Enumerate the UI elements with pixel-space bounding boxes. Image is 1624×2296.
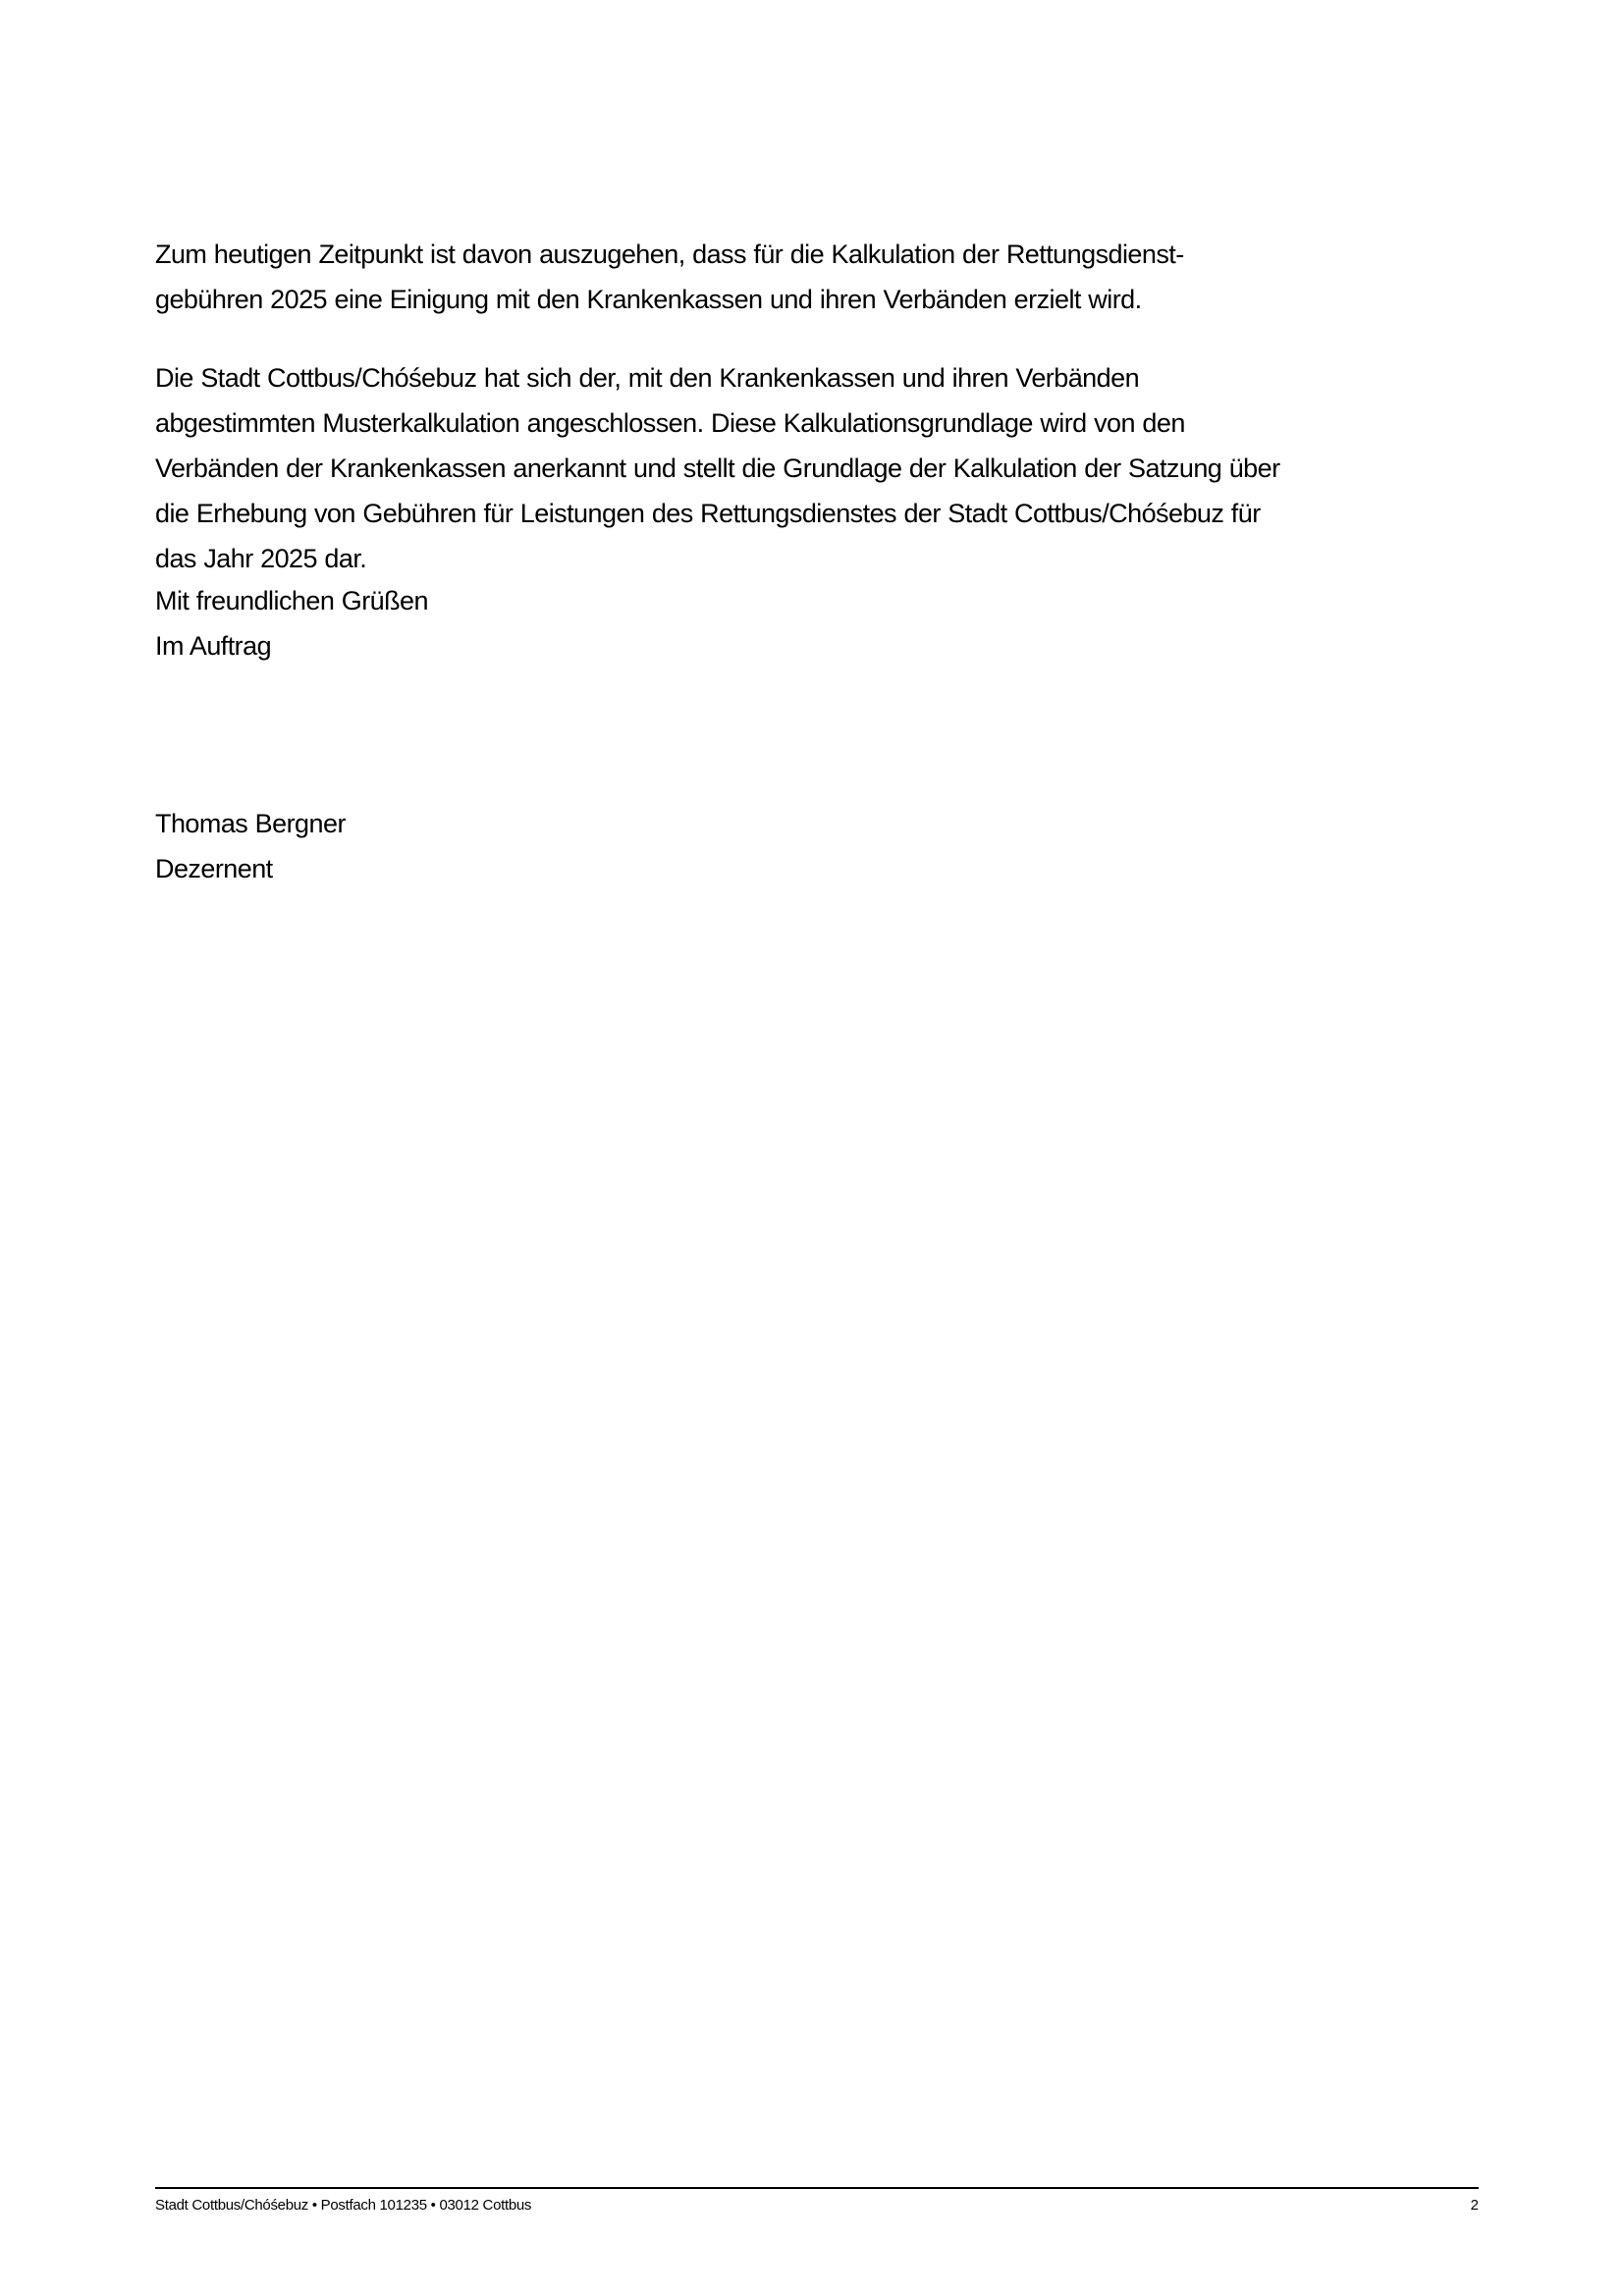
footer-divider (155, 2187, 1479, 2189)
page-number: 2 (1470, 2197, 1479, 2214)
signature-block (155, 801, 1490, 891)
paragraph-line: gebühren 2025 eine Einigung mit den Krankenkassen und ihren Verbänden erzielt wird. (155, 285, 1142, 314)
closing-block (155, 578, 1490, 668)
paragraph-line: Die Stadt Cottbus/Chóśebuz hat sich der, mit den Krankenkassen und ihren Verbänden (155, 363, 1140, 393)
signatory-title: Dezernent (155, 854, 273, 883)
paragraph-line: Zum heutigen Zeitpunkt ist davon auszugehen, dass für die Kalkulation der Rettungsdienst- (155, 240, 1184, 269)
paragraph-line: abgestimmten Musterkalkulation angeschlossen. Diese Kalkulationsgrundlage wird von den (155, 408, 1185, 438)
closing-on-behalf: Im Auftrag (155, 631, 272, 661)
closing-greeting: Mit freundlichen Grüßen (155, 586, 428, 615)
paragraph-calculation (155, 355, 1490, 581)
paragraph-line: Verbänden der Krankenkassen anerkannt und stellt die Grundlage der Kalkulation der Satzung über (155, 454, 1280, 483)
signatory-name: Thomas Bergner (155, 809, 346, 838)
paragraph-intro (155, 232, 1490, 322)
paragraph-line: das Jahr 2025 dar. (155, 544, 367, 573)
paragraph-line: die Erhebung von Gebühren für Leistungen des Rettungsdienstes der Stadt Cottbus/Chóśebuz für (155, 499, 1261, 528)
footer-address: Stadt Cottbus/Chóśebuz • Postfach 101235 • 03012 Cottbus (155, 2197, 532, 2214)
